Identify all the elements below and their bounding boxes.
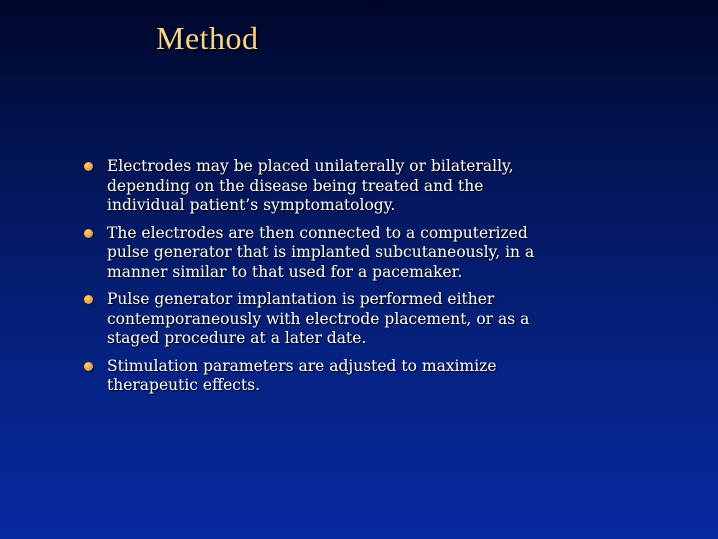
bullet-line: staged procedure at a later date. bbox=[107, 329, 367, 347]
bullet-line: Electrodes may be placed unilaterally or bilaterally, bbox=[107, 157, 514, 175]
bullet-dot-icon bbox=[84, 229, 93, 238]
bullet-item-2 bbox=[84, 224, 584, 283]
slide-title: Method bbox=[156, 20, 259, 56]
bullet-item-3 bbox=[84, 290, 584, 349]
bullet-line: therapeutic effects. bbox=[107, 376, 261, 394]
bullet-item-1 bbox=[84, 157, 584, 216]
bullet-line: depending on the disease being treated and the bbox=[107, 176, 484, 195]
bullet-dot-icon bbox=[84, 295, 93, 304]
bullet-line: pulse generator that is implanted subcutaneously, in a bbox=[107, 243, 535, 261]
bullet-line: individual patient’s symptomatology. bbox=[107, 196, 396, 214]
bullet-dot-icon bbox=[84, 362, 93, 371]
bullet-line: Stimulation parameters are adjusted to maximize bbox=[107, 356, 497, 375]
bullet-item-4 bbox=[84, 357, 584, 396]
bullet-line: contemporaneously with electrode placement, or as a bbox=[107, 309, 530, 328]
bullet-list bbox=[84, 157, 584, 404]
bullet-dot-icon bbox=[84, 162, 93, 171]
bullet-line: Pulse generator implantation is performed either bbox=[107, 290, 495, 308]
bullet-line: The electrodes are then connected to a computerized bbox=[107, 223, 528, 242]
bullet-line: manner similar to that used for a pacemaker. bbox=[107, 262, 463, 281]
